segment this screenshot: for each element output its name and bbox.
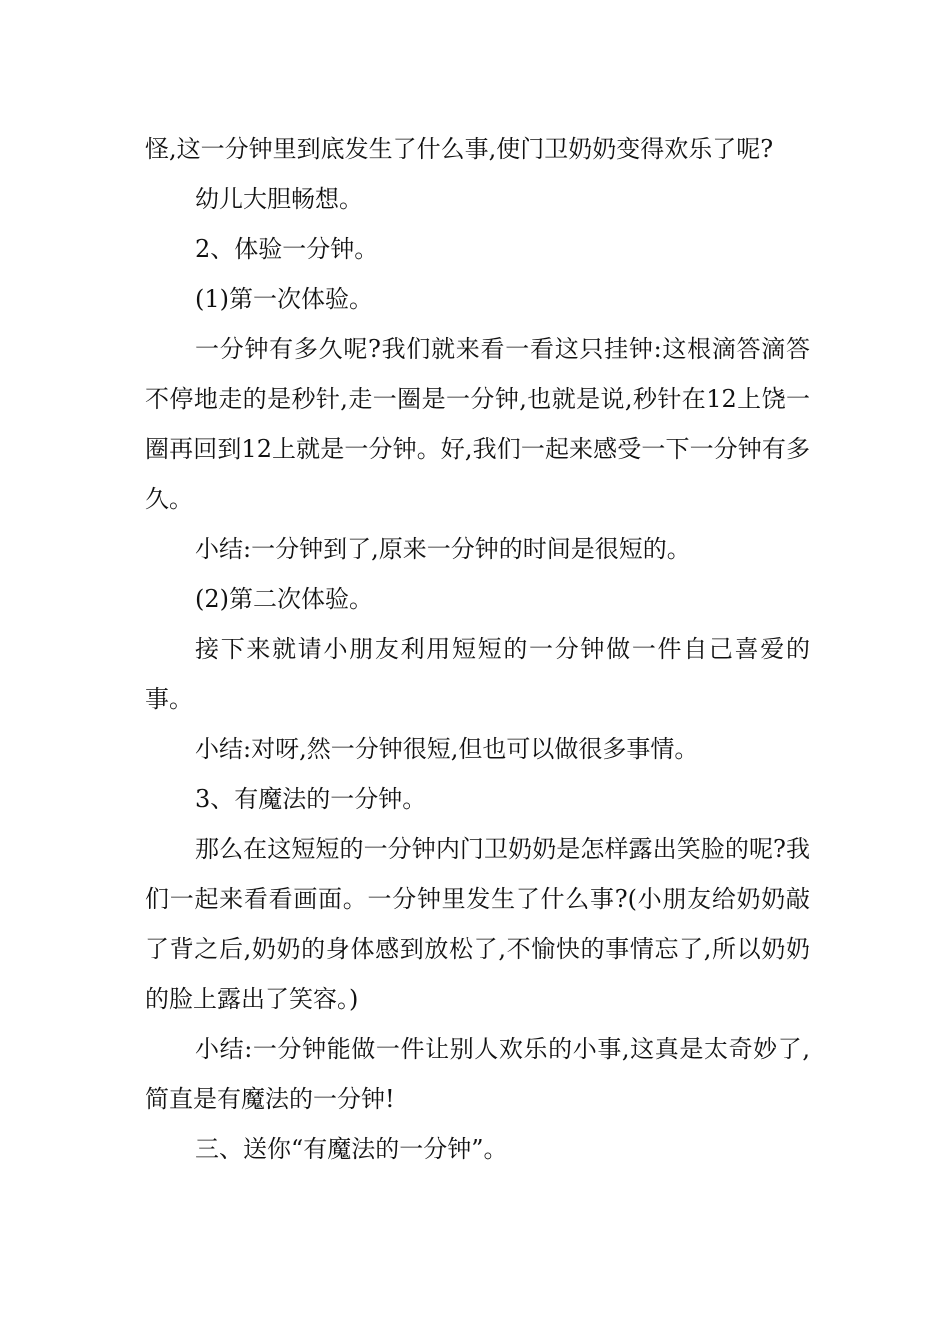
- paragraph-6: 小结:一分钟到了,原来一分钟的时间是很短的。: [195, 535, 691, 563]
- paragraph-11: 那么在这短短的一分钟内门卫奶奶是怎样露出笑脸的呢?我们一起来看看画面。一分钟里发生了什么事?(小朋友给奶奶敲了背之后,奶奶的身体感到放松了,不愉快的事情忘了,所以奶奶的脸上露出了笑容。): [145, 835, 810, 1013]
- paragraph-9: 小结:对呀,然一分钟很短,但也可以做很多事情。: [195, 735, 699, 763]
- paragraph-10: 3、有魔法的一分钟。: [195, 785, 427, 813]
- paragraph-7: (2)第二次体验。: [195, 585, 373, 613]
- document-body: [145, 124, 810, 1174]
- paragraph-2: 幼儿大胆畅想。: [195, 185, 363, 213]
- paragraph-1: 怪,这一分钟里到底发生了什么事,使门卫奶奶变得欢乐了呢?: [145, 135, 774, 163]
- paragraph-5: 一分钟有多久呢?我们就来看一看这只挂钟:这根滴答滴答不停地走的是秒针,走一圈是一分钟,也就是说,秒针在12上饶一圈再回到12上就是一分钟。好,我们一起来感受一下一分钟有多久。: [145, 335, 810, 513]
- paragraph-3: 2、体验一分钟。: [195, 235, 379, 263]
- paragraph-12: 小结:一分钟能做一件让别人欢乐的小事,这真是太奇妙了,简直是有魔法的一分钟!: [145, 1035, 810, 1113]
- paragraph-13: 三、送你“有魔法的一分钟”。: [195, 1135, 508, 1163]
- paragraph-4: (1)第一次体验。: [195, 285, 373, 313]
- paragraph-8: 接下来就请小朋友利用短短的一分钟做一件自己喜爱的事。: [145, 635, 810, 713]
